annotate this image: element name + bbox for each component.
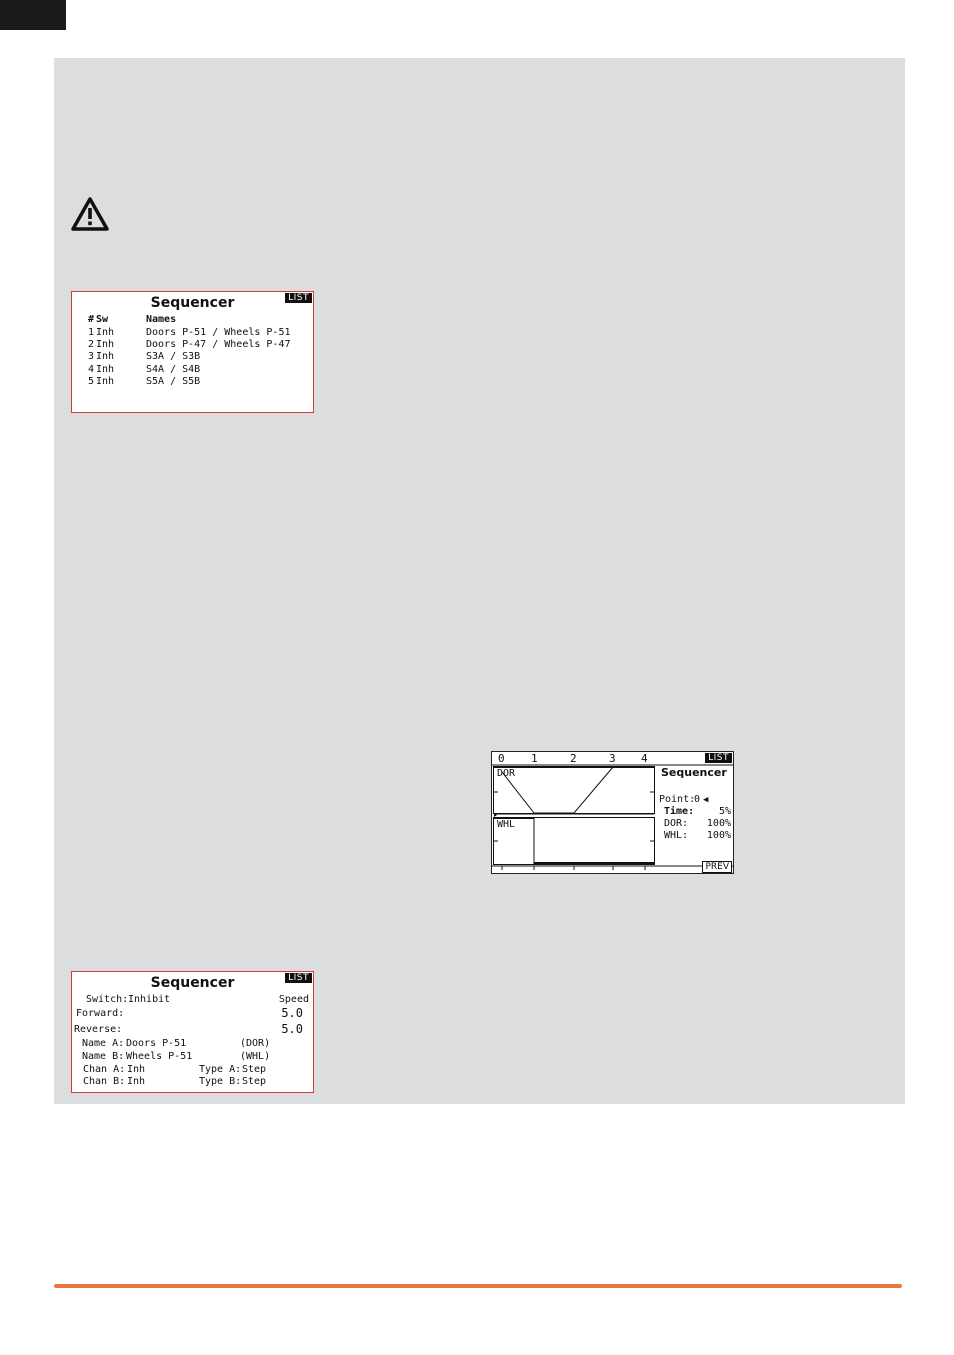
whl-label: WHL: [664, 830, 689, 841]
speed-label: Speed [278, 994, 309, 1005]
chan-a-label: Chan A: [83, 1064, 126, 1075]
type-b-label: Type B: [199, 1076, 242, 1087]
axis-label-3: 3 [609, 752, 616, 765]
time-label: Time: [664, 806, 695, 817]
switch-label: Switch: [86, 994, 129, 1005]
header-names: Names [146, 314, 177, 325]
screen-title: Sequencer [150, 975, 235, 991]
reverse-label: Reverse: [74, 1024, 123, 1035]
point-label: Point: [659, 794, 696, 805]
point-value[interactable]: 0 [694, 794, 701, 805]
list-item[interactable]: 2 Inh Doors P-47 / Wheels P-47 [87, 339, 291, 350]
page-corner-tab [0, 0, 66, 30]
list-button[interactable]: LIST [285, 293, 312, 303]
forward-value[interactable]: 5.0 [281, 1006, 303, 1020]
name-a-value[interactable]: Doors P-51 [126, 1038, 187, 1049]
forward-label: Forward: [76, 1008, 125, 1019]
reverse-value[interactable]: 5.0 [281, 1022, 303, 1036]
sequencer-list-screen [71, 291, 314, 413]
type-b-value[interactable]: Step [242, 1076, 267, 1087]
chan-a-value[interactable]: Inh [127, 1064, 146, 1075]
type-a-value[interactable]: Step [242, 1064, 267, 1075]
header-num: # [87, 314, 94, 325]
content-panel [54, 58, 905, 1104]
list-item[interactable]: 5 Inh S5A / S5B [87, 376, 201, 387]
axis-label-1: 1 [531, 752, 538, 765]
list-item[interactable]: 4 Inh S4A / S4B [87, 364, 201, 375]
screen-title: Sequencer [150, 295, 235, 311]
top-channel-label: DOR [497, 768, 516, 779]
name-b-label: Name B: [82, 1051, 125, 1062]
list-item[interactable]: 1 Inh Doors P-51 / Wheels P-51 [87, 327, 291, 338]
list-button[interactable]: LIST [285, 973, 312, 983]
dor-value[interactable]: 100% [706, 818, 731, 829]
axis-label-2: 2 [570, 752, 577, 765]
header-sw: Sw [96, 314, 109, 325]
whl-value[interactable]: 100% [706, 830, 731, 841]
prev-button[interactable]: PREV [702, 861, 732, 873]
sequencer-graph-screen [491, 751, 734, 874]
name-a-short: (DOR) [240, 1038, 271, 1049]
axis-label-0: 0 [498, 752, 505, 765]
bottom-channel-label: WHL [497, 819, 516, 830]
list-header-row [72, 314, 313, 326]
footer-rule [54, 1284, 902, 1288]
chan-b-value[interactable]: Inh [127, 1076, 146, 1087]
point-selector-icon[interactable]: ◀ [703, 795, 709, 805]
switch-value[interactable]: Inhibit [128, 994, 171, 1005]
chan-b-label: Chan B: [83, 1076, 126, 1087]
name-b-value[interactable]: Wheels P-51 [126, 1051, 193, 1062]
sequencer-edit-screen [71, 971, 314, 1093]
name-a-label: Name A: [82, 1038, 125, 1049]
list-item[interactable]: 3 Inh S3A / S3B [87, 351, 201, 362]
axis-label-4: 4 [641, 752, 648, 765]
dor-label: DOR: [664, 818, 689, 829]
name-b-short: (WHL) [240, 1051, 271, 1062]
time-value[interactable]: 5% [718, 806, 731, 817]
warning-triangle-icon [70, 196, 110, 232]
type-a-label: Type A: [199, 1064, 242, 1075]
list-button[interactable]: LIST [705, 753, 732, 763]
graph-title: Sequencer [661, 766, 727, 779]
